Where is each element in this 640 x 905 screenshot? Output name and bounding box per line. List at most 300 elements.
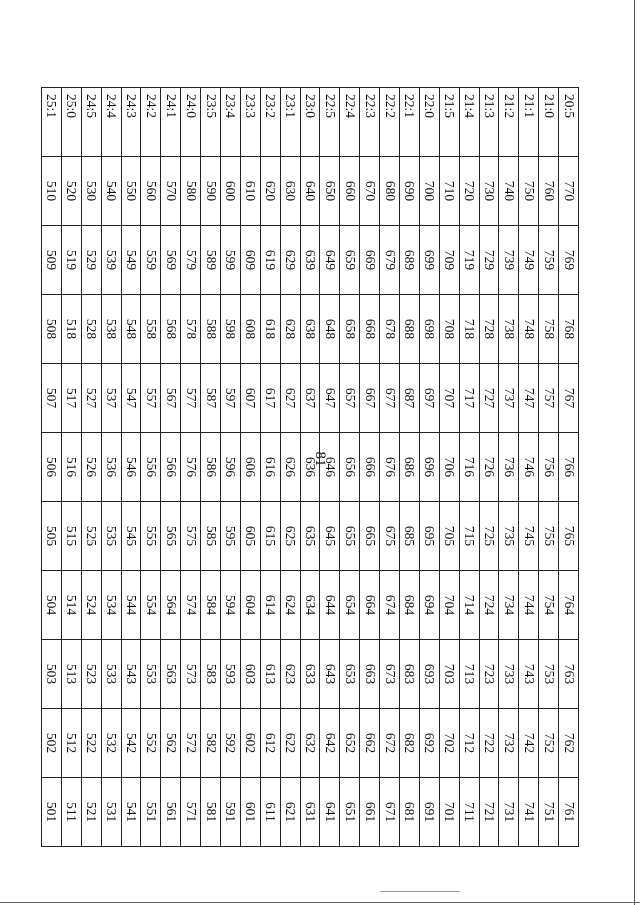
value-cell: 769 — [559, 226, 579, 295]
value-cell: 527 — [81, 364, 101, 433]
value-cell: 753 — [539, 640, 559, 709]
value-cell: 768 — [559, 295, 579, 364]
row-label-cell: 24:0 — [181, 88, 201, 157]
value-cell: 701 — [439, 778, 459, 847]
table-row — [399, 88, 419, 847]
value-cell: 650 — [320, 157, 340, 226]
value-cell: 702 — [439, 709, 459, 778]
value-cell: 640 — [300, 157, 320, 226]
value-cell: 554 — [141, 571, 161, 640]
value-cell: 587 — [201, 364, 221, 433]
value-cell: 691 — [419, 778, 439, 847]
value-cell: 716 — [459, 433, 479, 502]
value-cell: 598 — [220, 295, 240, 364]
value-cell: 588 — [201, 295, 221, 364]
value-cell: 575 — [181, 502, 201, 571]
value-cell: 694 — [419, 571, 439, 640]
value-cell: 736 — [499, 433, 519, 502]
value-cell: 744 — [519, 571, 539, 640]
value-cell: 642 — [320, 709, 340, 778]
value-cell: 517 — [61, 364, 81, 433]
value-cell: 513 — [61, 640, 81, 709]
value-cell: 646 — [320, 433, 340, 502]
value-cell: 766 — [559, 433, 579, 502]
value-cell: 580 — [181, 157, 201, 226]
value-cell: 739 — [499, 226, 519, 295]
row-label-cell: 21:3 — [479, 88, 499, 157]
value-cell: 698 — [419, 295, 439, 364]
value-cell: 697 — [419, 364, 439, 433]
value-cell: 680 — [380, 157, 400, 226]
value-cell: 710 — [439, 157, 459, 226]
value-cell: 624 — [280, 571, 300, 640]
value-cell: 501 — [41, 778, 61, 847]
value-cell: 664 — [360, 571, 380, 640]
row-label-cell: 23:3 — [240, 88, 260, 157]
value-cell: 757 — [539, 364, 559, 433]
value-cell: 515 — [61, 502, 81, 571]
value-cell: 524 — [81, 571, 101, 640]
value-cell: 678 — [380, 295, 400, 364]
value-cell: 610 — [240, 157, 260, 226]
value-cell: 666 — [360, 433, 380, 502]
value-cell: 615 — [260, 502, 280, 571]
table-row — [220, 88, 240, 847]
value-cell: 770 — [559, 157, 579, 226]
value-cell: 704 — [439, 571, 459, 640]
value-cell: 762 — [559, 709, 579, 778]
value-cell: 712 — [459, 709, 479, 778]
row-label-cell: 22:5 — [320, 88, 340, 157]
value-cell: 523 — [81, 640, 101, 709]
table-row — [280, 88, 300, 847]
value-cell: 705 — [439, 502, 459, 571]
value-cell: 559 — [141, 226, 161, 295]
value-cell: 594 — [220, 571, 240, 640]
value-cell: 525 — [81, 502, 101, 571]
value-cell: 722 — [479, 709, 499, 778]
value-cell: 644 — [320, 571, 340, 640]
scan-mark — [380, 891, 460, 892]
value-cell: 514 — [61, 571, 81, 640]
value-cell: 507 — [41, 364, 61, 433]
value-cell: 516 — [61, 433, 81, 502]
value-cell: 573 — [181, 640, 201, 709]
value-cell: 677 — [380, 364, 400, 433]
value-cell: 521 — [81, 778, 101, 847]
table-row — [201, 88, 221, 847]
value-cell: 692 — [419, 709, 439, 778]
value-cell: 709 — [439, 226, 459, 295]
row-label-cell: 22:0 — [419, 88, 439, 157]
value-cell: 578 — [181, 295, 201, 364]
page-number: 81 — [312, 451, 328, 467]
table-row — [161, 88, 181, 847]
row-label-cell: 22:4 — [340, 88, 360, 157]
value-cell: 730 — [479, 157, 499, 226]
value-cell: 699 — [419, 226, 439, 295]
value-cell: 592 — [220, 709, 240, 778]
value-cell: 729 — [479, 226, 499, 295]
value-cell: 648 — [320, 295, 340, 364]
value-cell: 754 — [539, 571, 559, 640]
value-cell: 608 — [240, 295, 260, 364]
value-cell: 740 — [499, 157, 519, 226]
value-cell: 747 — [519, 364, 539, 433]
value-cell: 756 — [539, 433, 559, 502]
table-row — [479, 88, 499, 847]
row-label-cell: 22:3 — [360, 88, 380, 157]
value-cell: 567 — [161, 364, 181, 433]
value-cell: 714 — [459, 571, 479, 640]
value-cell: 556 — [141, 433, 161, 502]
value-cell: 582 — [201, 709, 221, 778]
value-cell: 548 — [121, 295, 141, 364]
value-cell: 561 — [161, 778, 181, 847]
table-row — [320, 88, 340, 847]
table-row — [499, 88, 519, 847]
table-row — [41, 88, 61, 847]
value-cell: 518 — [61, 295, 81, 364]
value-cell: 572 — [181, 709, 201, 778]
value-cell: 589 — [201, 226, 221, 295]
value-cell: 563 — [161, 640, 181, 709]
row-label-cell: 24:4 — [101, 88, 121, 157]
value-cell: 550 — [121, 157, 141, 226]
number-table — [41, 87, 579, 847]
value-cell: 743 — [519, 640, 539, 709]
row-label-cell: 20:5 — [559, 88, 579, 157]
value-cell: 637 — [300, 364, 320, 433]
value-cell: 674 — [380, 571, 400, 640]
value-cell: 636 — [300, 433, 320, 502]
value-cell: 654 — [340, 571, 360, 640]
value-cell: 734 — [499, 571, 519, 640]
table-row — [519, 88, 539, 847]
value-cell: 738 — [499, 295, 519, 364]
value-cell: 713 — [459, 640, 479, 709]
table-row — [459, 88, 479, 847]
value-cell: 681 — [399, 778, 419, 847]
value-cell: 600 — [220, 157, 240, 226]
value-cell: 522 — [81, 709, 101, 778]
table-row — [81, 88, 101, 847]
value-cell: 673 — [380, 640, 400, 709]
value-cell: 671 — [380, 778, 400, 847]
value-cell: 758 — [539, 295, 559, 364]
value-cell: 531 — [101, 778, 121, 847]
table-row — [539, 88, 559, 847]
value-cell: 605 — [240, 502, 260, 571]
value-cell: 706 — [439, 433, 459, 502]
value-cell: 543 — [121, 640, 141, 709]
value-cell: 503 — [41, 640, 61, 709]
value-cell: 634 — [300, 571, 320, 640]
value-cell: 679 — [380, 226, 400, 295]
value-cell: 586 — [201, 433, 221, 502]
value-cell: 731 — [499, 778, 519, 847]
value-cell: 643 — [320, 640, 340, 709]
value-cell: 532 — [101, 709, 121, 778]
value-cell: 764 — [559, 571, 579, 640]
value-cell: 511 — [61, 778, 81, 847]
value-cell: 534 — [101, 571, 121, 640]
value-cell: 688 — [399, 295, 419, 364]
value-cell: 562 — [161, 709, 181, 778]
value-cell: 626 — [280, 433, 300, 502]
value-cell: 724 — [479, 571, 499, 640]
row-label-cell: 23:5 — [201, 88, 221, 157]
value-cell: 536 — [101, 433, 121, 502]
value-cell: 732 — [499, 709, 519, 778]
value-cell: 695 — [419, 502, 439, 571]
row-label-cell: 23:1 — [280, 88, 300, 157]
value-cell: 604 — [240, 571, 260, 640]
value-cell: 607 — [240, 364, 260, 433]
value-cell: 717 — [459, 364, 479, 433]
value-cell: 638 — [300, 295, 320, 364]
value-cell: 684 — [399, 571, 419, 640]
value-cell: 555 — [141, 502, 161, 571]
value-cell: 767 — [559, 364, 579, 433]
value-cell: 645 — [320, 502, 340, 571]
value-cell: 602 — [240, 709, 260, 778]
value-cell: 508 — [41, 295, 61, 364]
table-row — [240, 88, 260, 847]
value-cell: 533 — [101, 640, 121, 709]
value-cell: 742 — [519, 709, 539, 778]
value-cell: 632 — [300, 709, 320, 778]
row-label-cell: 24:3 — [121, 88, 141, 157]
value-cell: 519 — [61, 226, 81, 295]
value-cell: 579 — [181, 226, 201, 295]
value-cell: 675 — [380, 502, 400, 571]
value-cell: 560 — [141, 157, 161, 226]
value-cell: 502 — [41, 709, 61, 778]
value-cell: 547 — [121, 364, 141, 433]
value-cell: 542 — [121, 709, 141, 778]
value-cell: 718 — [459, 295, 479, 364]
row-label-cell: 22:2 — [380, 88, 400, 157]
value-cell: 715 — [459, 502, 479, 571]
value-cell: 509 — [41, 226, 61, 295]
page-edge-right — [634, 0, 635, 905]
value-cell: 733 — [499, 640, 519, 709]
value-cell: 595 — [220, 502, 240, 571]
value-cell: 720 — [459, 157, 479, 226]
page-edge-bottom — [0, 902, 640, 903]
value-cell: 596 — [220, 433, 240, 502]
value-cell: 565 — [161, 502, 181, 571]
value-cell: 661 — [360, 778, 380, 847]
value-cell: 633 — [300, 640, 320, 709]
value-cell: 583 — [201, 640, 221, 709]
value-cell: 544 — [121, 571, 141, 640]
table-row — [340, 88, 360, 847]
value-cell: 765 — [559, 502, 579, 571]
value-cell: 621 — [280, 778, 300, 847]
row-label-cell: 21:4 — [459, 88, 479, 157]
value-cell: 751 — [539, 778, 559, 847]
value-cell: 584 — [201, 571, 221, 640]
value-cell: 629 — [280, 226, 300, 295]
value-cell: 639 — [300, 226, 320, 295]
value-cell: 635 — [300, 502, 320, 571]
row-label-cell: 21:0 — [539, 88, 559, 157]
table-row — [419, 88, 439, 847]
value-cell: 641 — [320, 778, 340, 847]
value-cell: 591 — [220, 778, 240, 847]
value-cell: 670 — [360, 157, 380, 226]
value-cell: 703 — [439, 640, 459, 709]
value-cell: 745 — [519, 502, 539, 571]
row-label-cell: 25:0 — [61, 88, 81, 157]
table-row — [300, 88, 320, 847]
value-cell: 690 — [399, 157, 419, 226]
value-cell: 571 — [181, 778, 201, 847]
value-cell: 581 — [201, 778, 221, 847]
table-row — [360, 88, 380, 847]
value-cell: 603 — [240, 640, 260, 709]
value-cell: 590 — [201, 157, 221, 226]
value-cell: 529 — [81, 226, 101, 295]
value-cell: 553 — [141, 640, 161, 709]
value-cell: 726 — [479, 433, 499, 502]
value-cell: 558 — [141, 295, 161, 364]
row-label-cell: 24:1 — [161, 88, 181, 157]
value-cell: 566 — [161, 433, 181, 502]
table-row — [121, 88, 141, 847]
value-cell: 574 — [181, 571, 201, 640]
value-cell: 505 — [41, 502, 61, 571]
row-label-cell: 24:2 — [141, 88, 161, 157]
value-cell: 668 — [360, 295, 380, 364]
value-cell: 627 — [280, 364, 300, 433]
table-row — [61, 88, 81, 847]
value-cell: 618 — [260, 295, 280, 364]
value-cell: 606 — [240, 433, 260, 502]
value-cell: 593 — [220, 640, 240, 709]
value-cell: 707 — [439, 364, 459, 433]
value-cell: 755 — [539, 502, 559, 571]
value-cell: 700 — [419, 157, 439, 226]
value-cell: 759 — [539, 226, 559, 295]
value-cell: 612 — [260, 709, 280, 778]
value-cell: 540 — [101, 157, 121, 226]
value-cell: 617 — [260, 364, 280, 433]
row-label-cell: 23:2 — [260, 88, 280, 157]
value-cell: 735 — [499, 502, 519, 571]
value-cell: 727 — [479, 364, 499, 433]
value-cell: 552 — [141, 709, 161, 778]
table-row — [260, 88, 280, 847]
value-cell: 616 — [260, 433, 280, 502]
value-cell: 741 — [519, 778, 539, 847]
value-cell: 599 — [220, 226, 240, 295]
value-cell: 721 — [479, 778, 499, 847]
value-cell: 687 — [399, 364, 419, 433]
value-cell: 719 — [459, 226, 479, 295]
value-cell: 658 — [340, 295, 360, 364]
value-cell: 676 — [380, 433, 400, 502]
value-cell: 564 — [161, 571, 181, 640]
row-label-cell: 23:0 — [300, 88, 320, 157]
value-cell: 750 — [519, 157, 539, 226]
value-cell: 628 — [280, 295, 300, 364]
table-row — [141, 88, 161, 847]
value-cell: 569 — [161, 226, 181, 295]
value-cell: 763 — [559, 640, 579, 709]
value-cell: 601 — [240, 778, 260, 847]
value-cell: 685 — [399, 502, 419, 571]
value-cell: 746 — [519, 433, 539, 502]
value-cell: 663 — [360, 640, 380, 709]
value-cell: 659 — [340, 226, 360, 295]
value-cell: 597 — [220, 364, 240, 433]
value-cell: 725 — [479, 502, 499, 571]
value-cell: 568 — [161, 295, 181, 364]
row-label-cell: 21:1 — [519, 88, 539, 157]
value-cell: 539 — [101, 226, 121, 295]
table-row — [101, 88, 121, 847]
value-cell: 752 — [539, 709, 559, 778]
value-cell: 683 — [399, 640, 419, 709]
value-cell: 611 — [260, 778, 280, 847]
value-cell: 651 — [340, 778, 360, 847]
table-container — [44, 87, 579, 847]
value-cell: 662 — [360, 709, 380, 778]
value-cell: 538 — [101, 295, 121, 364]
value-cell: 693 — [419, 640, 439, 709]
row-label-cell: 23:4 — [220, 88, 240, 157]
table-body — [41, 88, 578, 847]
table-row — [181, 88, 201, 847]
value-cell: 657 — [340, 364, 360, 433]
value-cell: 576 — [181, 433, 201, 502]
value-cell: 630 — [280, 157, 300, 226]
value-cell: 653 — [340, 640, 360, 709]
value-cell: 711 — [459, 778, 479, 847]
value-cell: 520 — [61, 157, 81, 226]
value-cell: 631 — [300, 778, 320, 847]
value-cell: 647 — [320, 364, 340, 433]
value-cell: 686 — [399, 433, 419, 502]
value-cell: 748 — [519, 295, 539, 364]
value-cell: 625 — [280, 502, 300, 571]
value-cell: 551 — [141, 778, 161, 847]
value-cell: 546 — [121, 433, 141, 502]
value-cell: 728 — [479, 295, 499, 364]
value-cell: 689 — [399, 226, 419, 295]
value-cell: 585 — [201, 502, 221, 571]
value-cell: 708 — [439, 295, 459, 364]
value-cell: 537 — [101, 364, 121, 433]
value-cell: 667 — [360, 364, 380, 433]
value-cell: 737 — [499, 364, 519, 433]
row-label-cell: 21:5 — [439, 88, 459, 157]
value-cell: 512 — [61, 709, 81, 778]
table-row — [439, 88, 459, 847]
value-cell: 655 — [340, 502, 360, 571]
value-cell: 530 — [81, 157, 101, 226]
row-label-cell: 25:1 — [41, 88, 61, 157]
value-cell: 506 — [41, 433, 61, 502]
value-cell: 528 — [81, 295, 101, 364]
value-cell: 623 — [280, 640, 300, 709]
value-cell: 577 — [181, 364, 201, 433]
table-row — [380, 88, 400, 847]
row-label-cell: 22:1 — [399, 88, 419, 157]
